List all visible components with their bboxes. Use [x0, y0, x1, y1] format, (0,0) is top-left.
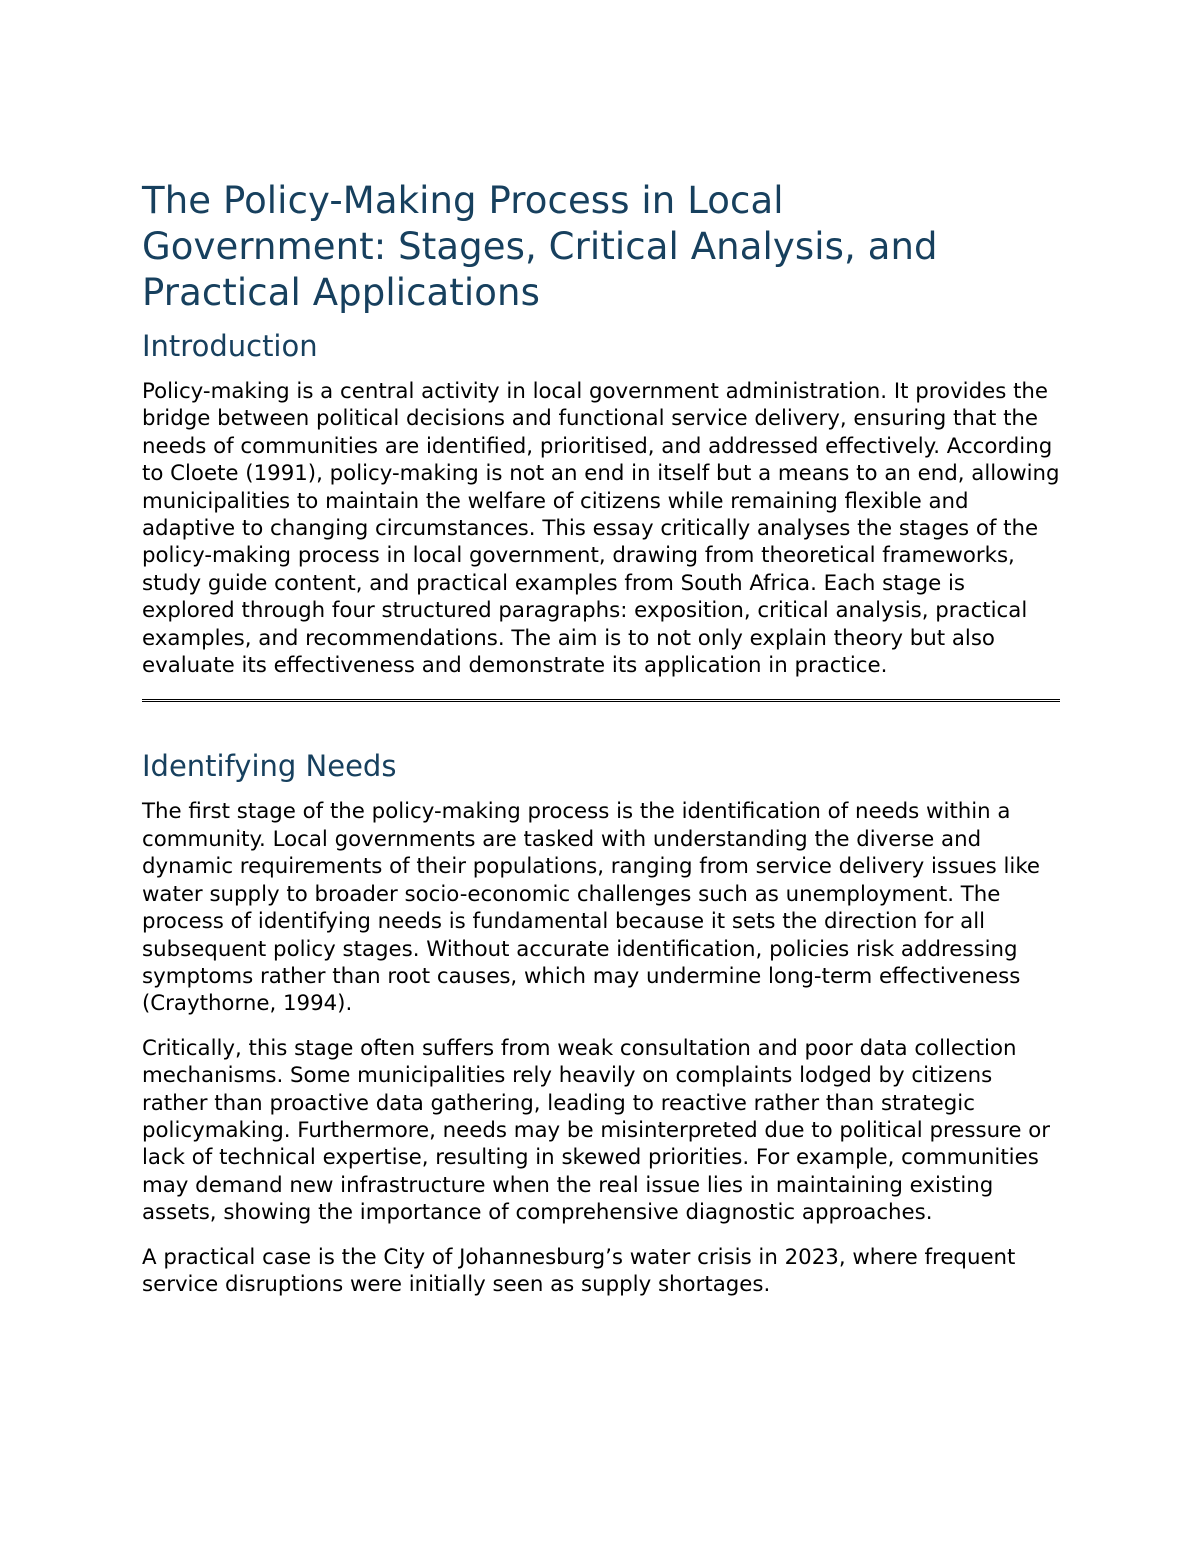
identifying-needs-paragraph-3: A practical case is the City of Johannesburg’s water crisis in 2023, where frequent service disruptions were initially seen as supply shortages. — [142, 1244, 1016, 1297]
document-title — [142, 178, 1062, 316]
title-line: Practical Applications — [142, 271, 540, 314]
identifying-needs-paragraph-2: Critically, this stage often suffers from weak consultation and poor data collection mechanisms. Some municipalities rely heavily on complaints lodged by citizens rather than proactive data gathering, leading to reactive rather than strategic policymaking. Furthermore, needs may be misinterpreted due to political pressure or lack of technical expertise, resulting in skewed priorities. For example, communities may demand new infrastructure when the real issue lies in maintaining existing assets, showing the importance of comprehensive diagnostic approaches. — [142, 1035, 1051, 1226]
identifying-needs-paragraph-1: The first stage of the policy-making process is the identification of needs within a community. Local governments are tasked with understanding the diverse and dynamic requirements of their populations, ranging from service delivery issues like water supply to broader socio-economic challenges such as unemployment. The process of identifying needs is fundamental because it sets the direction for all subsequent policy stages. Without accurate identification, policies risk addressing symptoms rather than root causes, which may undermine long-term effectiveness (Craythorne, 1994). — [142, 799, 1041, 1017]
title-line: The Policy-Making Process in Local — [142, 179, 784, 222]
title-line: Government: Stages, Critical Analysis, and — [142, 225, 938, 268]
section-divider — [142, 699, 1060, 702]
section-heading-identifying-needs: Identifying Needs — [142, 749, 397, 784]
introduction-paragraph: Policy-making is a central activity in local government administration. It provides the bridge between political decisions and functional service delivery, ensuring that the needs of communities are identified, prioritised, and addressed effectively. According to Cloete (1991), policy-making is not an end in itself but a means to an end, allowing municipalities to maintain the welfare of citizens while remaining flexible and adaptive to changing circumstances. This essay critically analyses the stages of the policy-making process in local government, drawing from theoretical frameworks, study guide content, and practical examples from South Africa. Each stage is explored through four structured paragraphs: exposition, critical analysis, practical examples, and recommendations. The aim is to not only explain theory but also evaluate its effectiveness and demonstrate its application in practice. — [142, 379, 1060, 679]
document-page — [142, 178, 1062, 1298]
section-heading-introduction: Introduction — [142, 329, 318, 363]
